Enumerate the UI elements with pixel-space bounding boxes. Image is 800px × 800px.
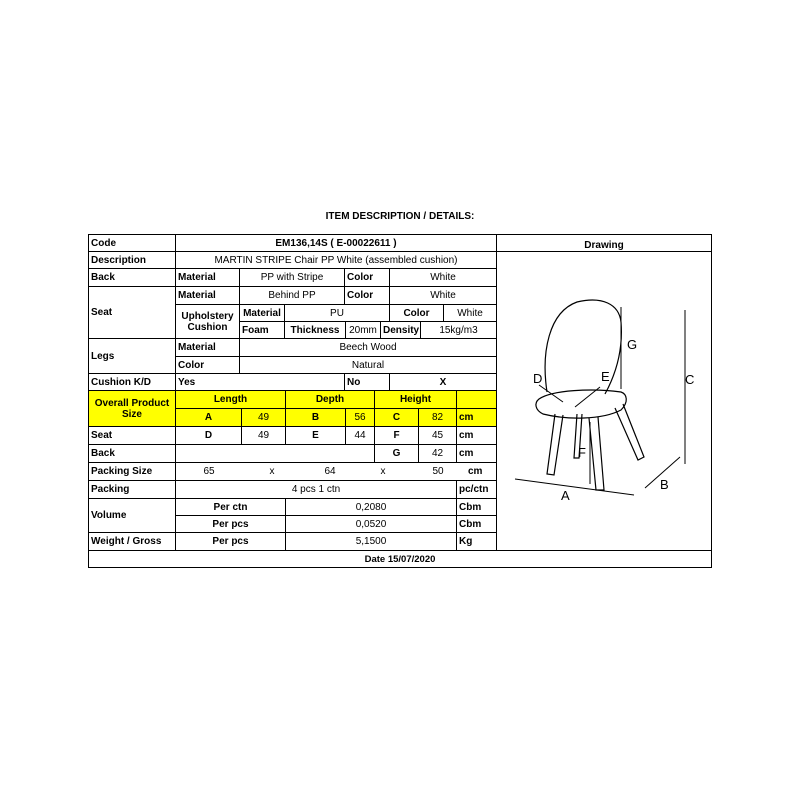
chair-back-outline (545, 300, 621, 394)
volume-per-pcs-value: 0,0520 (286, 516, 457, 533)
packing-size-v3: 50 (432, 466, 444, 477)
dim-f-label: F (375, 427, 419, 445)
packing-size-v2: 64 (324, 466, 336, 477)
chair-leg-front-right (589, 417, 604, 490)
depth-header: Depth (286, 391, 375, 409)
chair-leg-back-right (615, 404, 644, 460)
dim-d-label: D (176, 427, 242, 445)
seat-label: Seat (89, 287, 176, 339)
dim-line-d (539, 385, 563, 402)
back-dims-label: Back (89, 445, 176, 463)
overall-blank (457, 391, 497, 409)
drawing-area (497, 252, 711, 549)
seat-material-label: Material (176, 287, 240, 305)
packing-size-label: Packing Size (89, 463, 176, 481)
back-label: Back (89, 269, 176, 287)
packing-size-x1: x (269, 466, 275, 477)
packing-size-cell (176, 463, 497, 481)
foam-label: Foam (240, 322, 285, 339)
code-label: Code (89, 235, 176, 252)
legs-material-value: Beech Wood (240, 339, 497, 357)
date-footer: Date 15/07/2020 (89, 550, 711, 568)
dim-c-value: 82 (419, 409, 457, 427)
upholstery-color-label: Color (390, 305, 444, 322)
drawing-label: Drawing (497, 235, 711, 252)
packing-size-unit: cm (468, 466, 483, 477)
dim-c-label: C (375, 409, 419, 427)
dim-b-value: 56 (346, 409, 375, 427)
diagram-label-b: B (660, 477, 669, 492)
packing-label: Packing (89, 481, 176, 499)
weight-label: Weight / Gross (89, 533, 176, 550)
packing-size-x2: x (380, 466, 386, 477)
back-color-value: White (390, 269, 497, 287)
dim-a-label: A (176, 409, 242, 427)
thickness-label: Thickness (285, 322, 346, 339)
packing-size-v1: 65 (203, 466, 215, 477)
dim-d-value: 49 (242, 427, 286, 445)
volume-per-ctn-label: Per ctn (176, 499, 286, 516)
weight-value: 5,1500 (286, 533, 457, 550)
legs-label: Legs (89, 339, 176, 374)
dim-e-value: 44 (346, 427, 375, 445)
chair-dimension-drawing (497, 252, 711, 549)
density-value: 15kg/m3 (421, 322, 497, 339)
packing-value: 4 pcs 1 ctn (176, 481, 457, 499)
chair-leg-front-left (547, 414, 563, 475)
upholstery-color-value: White (444, 305, 497, 322)
thickness-value: 20mm (346, 322, 381, 339)
cushion-kd-no: No (345, 374, 390, 391)
code-value: EM136,14S ( E-00022611 ) (176, 235, 497, 252)
back-dims-blank (176, 445, 375, 463)
back-material-value: PP with Stripe (240, 269, 345, 287)
back-dims-unit: cm (457, 445, 497, 463)
weight-unit: Kg (457, 533, 497, 550)
description-label: Description (89, 252, 176, 269)
description-value: MARTIN STRIPE Chair PP White (assembled cushion) (176, 252, 497, 269)
length-header: Length (176, 391, 286, 409)
seat-dims-label: Seat (89, 427, 176, 445)
seat-dims-unit: cm (457, 427, 497, 445)
volume-per-ctn-unit: Cbm (457, 499, 497, 516)
height-header: Height (375, 391, 457, 409)
diagram-label-c: C (685, 372, 695, 387)
volume-per-ctn-value: 0,2080 (286, 499, 457, 516)
legs-color-value: Natural (240, 357, 497, 374)
weight-per-pcs-label: Per pcs (176, 533, 286, 550)
overall-size-label: Overall Product Size (89, 391, 176, 427)
dim-g-label: G (375, 445, 419, 463)
seat-color-value: White (390, 287, 497, 305)
page-title: ITEM DESCRIPTION / DETAILS: (325, 211, 475, 222)
legs-material-label: Material (176, 339, 240, 357)
overall-unit: cm (457, 409, 497, 427)
seat-material-value: Behind PP (240, 287, 345, 305)
legs-color-label: Color (176, 357, 240, 374)
cushion-kd-yes: Yes (176, 374, 345, 391)
dim-b-label: B (286, 409, 346, 427)
upholstery-material-value: PU (285, 305, 390, 322)
dim-a-value: 49 (242, 409, 286, 427)
volume-per-pcs-unit: Cbm (457, 516, 497, 533)
upholstery-material-label: Material (240, 305, 285, 322)
diagram-label-d: D (533, 371, 543, 386)
seat-color-label: Color (345, 287, 390, 305)
diagram-label-g: G (627, 337, 638, 352)
density-label: Density (381, 322, 421, 339)
dim-e-label: E (286, 427, 346, 445)
chair-seat-outline (536, 390, 626, 418)
dim-f-value: 45 (419, 427, 457, 445)
diagram-label-a: A (561, 488, 570, 503)
spec-sheet (88, 234, 712, 568)
upholstery-cushion-label: Upholstery Cushion (176, 305, 240, 339)
cushion-kd-label: Cushion K/D (89, 374, 176, 391)
dim-g-value: 42 (419, 445, 457, 463)
dim-line-a (515, 479, 634, 495)
back-color-label: Color (345, 269, 390, 287)
cushion-kd-mark: X (390, 374, 497, 391)
packing-unit: pc/ctn (457, 481, 497, 499)
back-material-label: Material (176, 269, 240, 287)
volume-label: Volume (89, 499, 176, 533)
diagram-label-f: F (578, 445, 586, 460)
volume-per-pcs-label: Per pcs (176, 516, 286, 533)
diagram-label-e: E (601, 369, 610, 384)
